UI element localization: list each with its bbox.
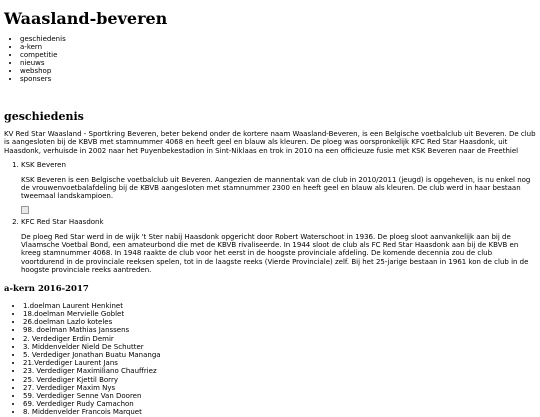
nav-link-geschiedenis[interactable]: geschiedenis xyxy=(20,35,66,43)
club-description: De ploeg Red Star werd in de wijk 't Ster nabij Haasdonk opgericht door Robert Waterschoot in 1936. De ploeg sloot aanvankelijk aan bij de Vlaamsche Voetbal Bond, een amateurbond die met de KBVB rivaliseerde. In 1944 sloot de club als FC Red Star Haasdonk aan bij de KBVB en kreeg stamnummer 4068. In 1948 raakte de club voor het eerst in de hoogste provinciale afdeling. De komende decennia zou de club voortdurend in de provinciale reeksen spelen, tot in de laagste reeks (Vierde Provinciale) zelf. Bij het 25-jarige bestaan in 1961 kon de club in de hoogste provinciale reeks aantreden. xyxy=(21,232,529,275)
list-item: • 2. Verdediger Erdin Demir xyxy=(23,335,536,343)
club-list xyxy=(4,161,536,274)
list-item: • 59. Verdediger Senne Van Dooren xyxy=(23,392,536,400)
list-item: • 5. Verdediger Jonathan Buatu Mananga xyxy=(23,351,536,359)
nav-item-competitie xyxy=(20,51,536,59)
nav-link-competitie[interactable]: competitie xyxy=(20,51,58,59)
list-item: • 3. Middenvelder Nield De Schutter xyxy=(23,343,536,351)
list-item: • 27. Verdediger Maxim Nys xyxy=(23,384,536,392)
main-nav xyxy=(4,35,536,83)
list-item: • 23. Verdediger Maximiliano Chauffriez xyxy=(23,367,536,375)
history-heading: geschiedenis xyxy=(4,110,84,123)
nav-item-nieuws xyxy=(20,59,536,67)
history-intro: KV Red Star Waasland - Sportkring Beveren, beter bekend onder de kortere naam Waasland-Beveren, is een Belgische voetbalclub uit Beveren. De club is aangesloten bij de KBVB met stamnummer 4068 en heeft geel en blauw als kleuren. De ploeg was oorspronkelijk KFC Red Star Haasdonk, uit Haasdonk, verhuisde in 2002 naar het Puyenbekestadion in Sint-Niklaas en trok in 2010 na een officieuze fusie met KSK Beveren naar de Freethiel xyxy=(4,130,536,155)
nav-link-a-kern[interactable]: a-kern xyxy=(20,43,43,51)
list-item: • 1.doelman Laurent Henkinet xyxy=(23,302,536,310)
nav-link-webshop[interactable]: webshop xyxy=(20,67,52,75)
club-name: KSK Beveren xyxy=(21,161,66,170)
site-title: Waasland-beveren xyxy=(4,9,168,28)
list-item: • 98. doelman Mathias Janssens xyxy=(23,326,536,334)
nav-item-geschiedenis xyxy=(20,35,536,43)
nav-link-sponsers[interactable]: sponsers xyxy=(20,75,52,83)
broken-image-icon xyxy=(21,206,29,214)
club-item-ksk-beveren xyxy=(21,161,536,218)
list-item: • 8. Middenvelder Francois Marquet xyxy=(23,408,536,416)
squad-list xyxy=(4,302,536,417)
squad-heading: a-kern 2016-2017 xyxy=(4,283,89,294)
list-item: • 21.Verdediger Laurent Jans xyxy=(23,359,536,367)
list-item: • 25. Verdediger Kjettil Borry xyxy=(23,376,536,384)
list-item: • 69. Verdediger Rudy Camachon xyxy=(23,400,536,408)
list-item: • 26.doelman Lazlo koteles xyxy=(23,318,536,326)
nav-item-a-kern xyxy=(20,43,536,51)
nav-item-webshop xyxy=(20,67,536,75)
nav-link-nieuws[interactable]: nieuws xyxy=(20,59,45,67)
club-name: KFC Red Star Haasdonk xyxy=(21,218,104,227)
club-item-red-star-haasdonk xyxy=(21,218,536,274)
list-item: • 18.doelman Mervielle Goblet xyxy=(23,310,536,318)
nav-item-sponsers xyxy=(20,75,536,83)
club-description: KSK Beveren is een Belgische voetbalclub uit Beveren. Aangezien de mannentak van de club in 2010/2011 (jeugd) is opgeheven, is nu enkel nog de vrouwenvoetbalafdeling bij de KBVB aangesloten met stamnummer 2300 en heeft geel en blauw als kleuren. De club werd in haar bestaan tweemaal landskampioen. xyxy=(21,175,531,201)
